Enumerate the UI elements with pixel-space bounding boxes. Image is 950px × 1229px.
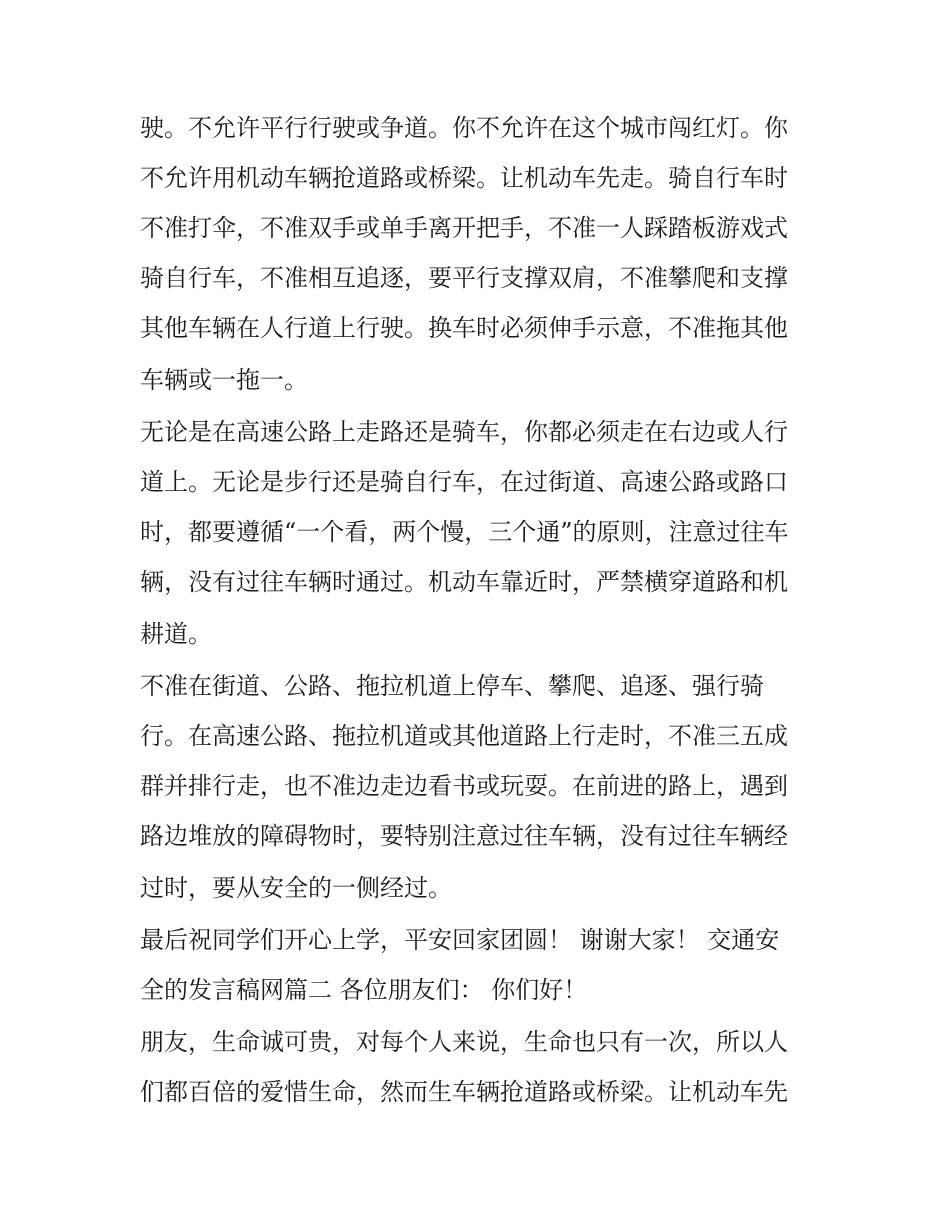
text-line: 道上。无论是步行还是骑自行车，在过街道、高速公路或路口 <box>140 468 788 496</box>
text-line: 不准在街道、公路、拖拉机道上停车、攀爬、追逐、强行骑 <box>140 672 764 700</box>
text-line: 群并排行走，也不准边走边看书或玩耍。在前进的路上，遇到 <box>140 772 788 800</box>
text-line: 无论是在高速公路上走路还是骑车，你都必须走在右边或人行 <box>140 418 788 446</box>
text-line: 驶。不允许平行行驶或争道。你不允许在这个城市闯红灯。你 <box>140 114 788 142</box>
text-line: 其他车辆在人行道上行驶。换车时必须伸手示意，不准拖其他 <box>140 314 788 342</box>
text-line: 过时，要从安全的一侧经过。 <box>140 874 452 902</box>
text-line: 最后祝同学们开心上学，平安回家团圆！ 谢谢大家！ 交通安 <box>140 926 780 954</box>
text-line: 车辆或一拖一。 <box>140 366 308 394</box>
text-line: 路边堆放的障碍物时，要特别注意过往车辆，没有过往车辆经 <box>140 822 788 850</box>
text-line: 耕道。 <box>140 620 212 648</box>
text-line: 不允许用机动车辆抢道路或桥梁。让机动车先走。骑自行车时 <box>140 164 788 192</box>
text-line: 辆，没有过往车辆时通过。机动车靠近时，严禁横穿道路和机 <box>140 568 788 596</box>
text-line: 不准打伞，不准双手或单手离开把手，不准一人踩踏板游戏式 <box>140 214 788 242</box>
text-line: 时，都要遵循“一个看，两个慢，三个通”的原则，注意过往车 <box>140 518 789 546</box>
text-line: 朋友，生命诚可贵，对每个人来说，生命也只有一次，所以人 <box>140 1028 788 1056</box>
text-line: 骑自行车，不准相互追逐，要平行支撑双肩，不准攀爬和支撑 <box>140 264 788 292</box>
text-line: 全的发言稿网篇二 各位朋友们： 你们好！ <box>140 976 588 1004</box>
text-line: 们都百倍的爱惜生命，然而生车辆抢道路或桥梁。让机动车先 <box>140 1078 788 1106</box>
text-line: 行。在高速公路、拖拉机道或其他道路上行走时，不准三五成 <box>140 722 788 750</box>
